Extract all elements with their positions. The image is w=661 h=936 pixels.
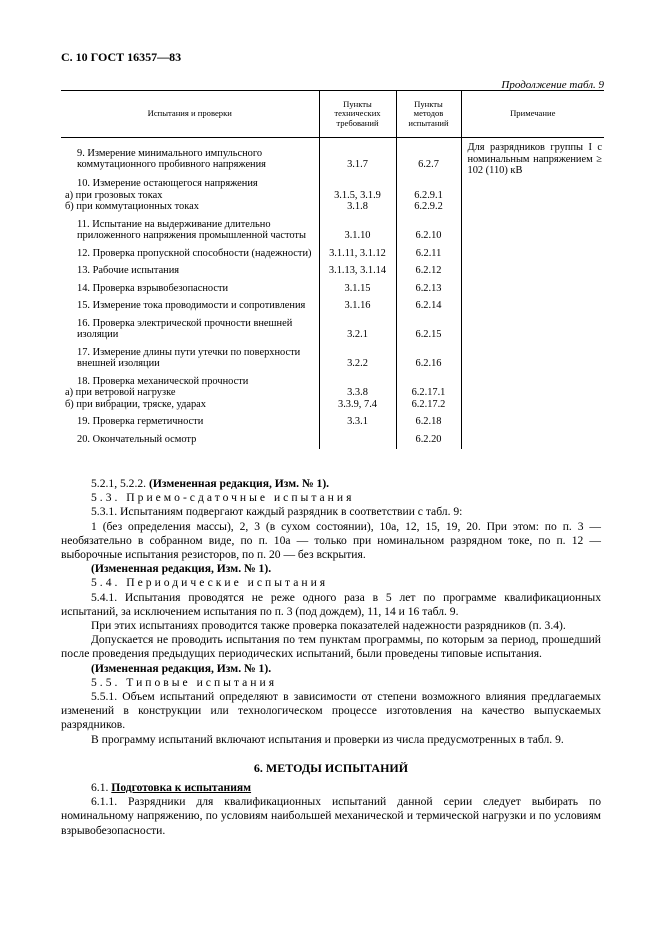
tech-a: 3.3.8	[347, 387, 368, 398]
paragraph: 5.3.1. Испытаниям подвергают каждый разрядник в соответствии с табл. 9:	[91, 505, 463, 519]
paragraph: 5.5.1. Объем испытаний определяют в зависимости от степени возможного влияния предлагаемых изменений в конструкции или технологическом процессе изготовления на качество выпускаемых разрядников.	[61, 690, 601, 732]
tech-b: 3.1.8	[347, 201, 368, 212]
row-method: 6.2.7	[396, 138, 461, 171]
table-row	[61, 219, 604, 242]
table-row	[61, 434, 604, 450]
row-sub-b: б) при вибрации, тряске, ударах	[65, 398, 206, 410]
table-row	[61, 300, 604, 312]
amendment-note: (Измененная редакция, Изм. № 1).	[91, 562, 272, 576]
section-heading: 5.3. Приемо-сдаточные испытания	[91, 491, 355, 505]
subsection-number: 6.1.	[91, 781, 109, 795]
amendment-note: (Измененная редакция, Изм. № 1).	[148, 477, 330, 490]
method-a: 6.2.17.1	[411, 387, 446, 398]
paragraph: В программу испытаний включают испытания и проверки из числа предусмотренных в табл. 9.	[91, 732, 564, 746]
subsection-heading	[61, 781, 601, 795]
row-sub-a: а) при ветровой нагрузке	[65, 387, 176, 398]
table-row	[61, 416, 604, 428]
row-text: 20. Окончательный осмотр	[61, 434, 319, 450]
row-text: 16. Проверка электрической прочности внешней изоляции	[61, 318, 319, 341]
tech-b: 3.3.9, 7.4	[338, 398, 377, 410]
table-row	[61, 177, 604, 213]
row-method: 6.2.10	[396, 219, 461, 242]
row-method: 6.2.14	[396, 300, 461, 312]
col-header-note: Примечание	[461, 91, 604, 138]
row-tech	[319, 177, 396, 213]
row-method: 6.2.20	[396, 434, 461, 450]
row-method	[396, 177, 461, 213]
row-tech: 3.1.10	[319, 219, 396, 242]
table-row	[61, 283, 604, 295]
col-header-method-clauses: Пункты методов испытаний	[396, 91, 461, 138]
table-row	[61, 318, 604, 341]
method-a: 6.2.9.1	[414, 189, 443, 201]
row-note: Для разрядников группы I с номинальным напряжением ≥ 102 (110) кВ	[461, 138, 604, 177]
table-row	[61, 248, 604, 260]
row-text	[61, 376, 319, 411]
row-title: 18. Проверка механической прочности	[77, 375, 249, 387]
table-continuation-label: Продолжение табл. 9	[501, 79, 604, 91]
para-prefix: 5.2.1, 5.2.2.	[91, 477, 147, 490]
paragraph: При этих испытаниях проводится также проверка показателей надежности разрядников (п. 3.4).	[91, 619, 566, 633]
section-heading: 5.4. Периодические испытания	[91, 576, 329, 590]
tests-table	[61, 90, 604, 449]
chapter-heading: 6. МЕТОДЫ ИСПЫТАНИЙ	[253, 760, 409, 775]
tech-a: 3.1.5, 3.1.9	[334, 189, 381, 201]
row-text	[61, 177, 319, 213]
row-tech: 3.1.16	[319, 300, 396, 312]
row-method: 6.2.16	[396, 347, 461, 370]
row-tech: 3.2.1	[319, 318, 396, 341]
paragraph: 6.1.1. Разрядники для квалификационных испытаний данной серии следует выбирать по номинальному напряжению, по условиям наибольшей механической и термической нагрузки и по условиям взрывобезопасности.	[61, 795, 601, 837]
col-header-tech-clauses: Пункты технических требований	[319, 91, 396, 138]
row-title: 10. Измерение остающегося напряжения	[77, 178, 258, 189]
row-text: 11. Испытание на выдерживание длительно приложенного напряжения промышленной частоты	[61, 219, 319, 242]
method-b: 6.2.9.2	[414, 201, 443, 212]
row-text: 14. Проверка взрывобезопасности	[61, 283, 319, 295]
row-sub-b: б) при коммутационных токах	[65, 201, 199, 212]
table-row	[61, 265, 604, 277]
row-method	[396, 376, 461, 411]
row-tech: 3.3.1	[319, 416, 396, 428]
paragraph: 5.4.1. Испытания проводятся не реже одного раза в 5 лет по программе квалификационных испытаний, за исключением испытания по п. 3 (под дождем), 11, 14 и 16 табл. 9.	[61, 590, 601, 618]
row-tech: 3.2.2	[319, 347, 396, 370]
col-header-tests: Испытания и проверки	[61, 91, 319, 138]
row-text: 17. Измерение длины пути утечки по поверхности внешней изоляции	[61, 347, 319, 370]
page-header: С. 10 ГОСТ 16357—83	[61, 50, 182, 64]
row-text: 9. Измерение минимального импульсного коммутационного пробивного напряжения	[61, 138, 319, 171]
row-text: 19. Проверка герметичности	[61, 416, 319, 428]
paragraph: 1 (без определения массы), 2, 3 (в сухом состоянии), 10а, 12, 15, 19, 20. При этом: по п. 3 — необязательно в собранном виде, по п. 10а — только при номинальном разрядном токе, по п. 12 — выборочные испытания резисторов, по п. 20 — без вскрытия.	[61, 519, 601, 562]
row-tech	[319, 434, 396, 450]
row-tech	[319, 376, 396, 411]
method-b: 6.2.17.2	[411, 398, 446, 410]
table-row	[61, 138, 604, 171]
row-tech: 3.1.15	[319, 283, 396, 295]
paragraph	[61, 477, 601, 491]
subsection-title: Подготовка к испытаниям	[111, 781, 252, 795]
table-row	[61, 376, 604, 411]
table-header-row	[61, 91, 604, 138]
amendment-note: (Измененная редакция, Изм. № 1).	[91, 661, 272, 675]
row-method: 6.2.12	[396, 265, 461, 277]
row-method: 6.2.13	[396, 283, 461, 295]
row-tech: 3.1.7	[319, 138, 396, 171]
paragraph: Допускается не проводить испытания по тем пунктам программы, по которым за период, прошедший после проведения предыдущих периодических испытаний, были проведены типовые испытания.	[61, 633, 601, 661]
row-tech: 3.1.13, 3.1.14	[319, 265, 396, 277]
row-text: 15. Измерение тока проводимости и сопротивления	[61, 300, 319, 312]
row-text: 13. Рабочие испытания	[61, 265, 319, 277]
row-sub-a: а) при грозовых токах	[65, 189, 163, 201]
row-method: 6.2.18	[396, 416, 461, 428]
row-method: 6.2.15	[396, 318, 461, 341]
document-body	[61, 477, 601, 838]
section-heading: 5.5. Типовые испытания	[91, 675, 278, 689]
row-text: 12. Проверка пропускной способности (надежности)	[61, 248, 319, 260]
table-row	[61, 347, 604, 370]
row-method: 6.2.11	[396, 248, 461, 260]
row-tech: 3.1.11, 3.1.12	[319, 248, 396, 260]
